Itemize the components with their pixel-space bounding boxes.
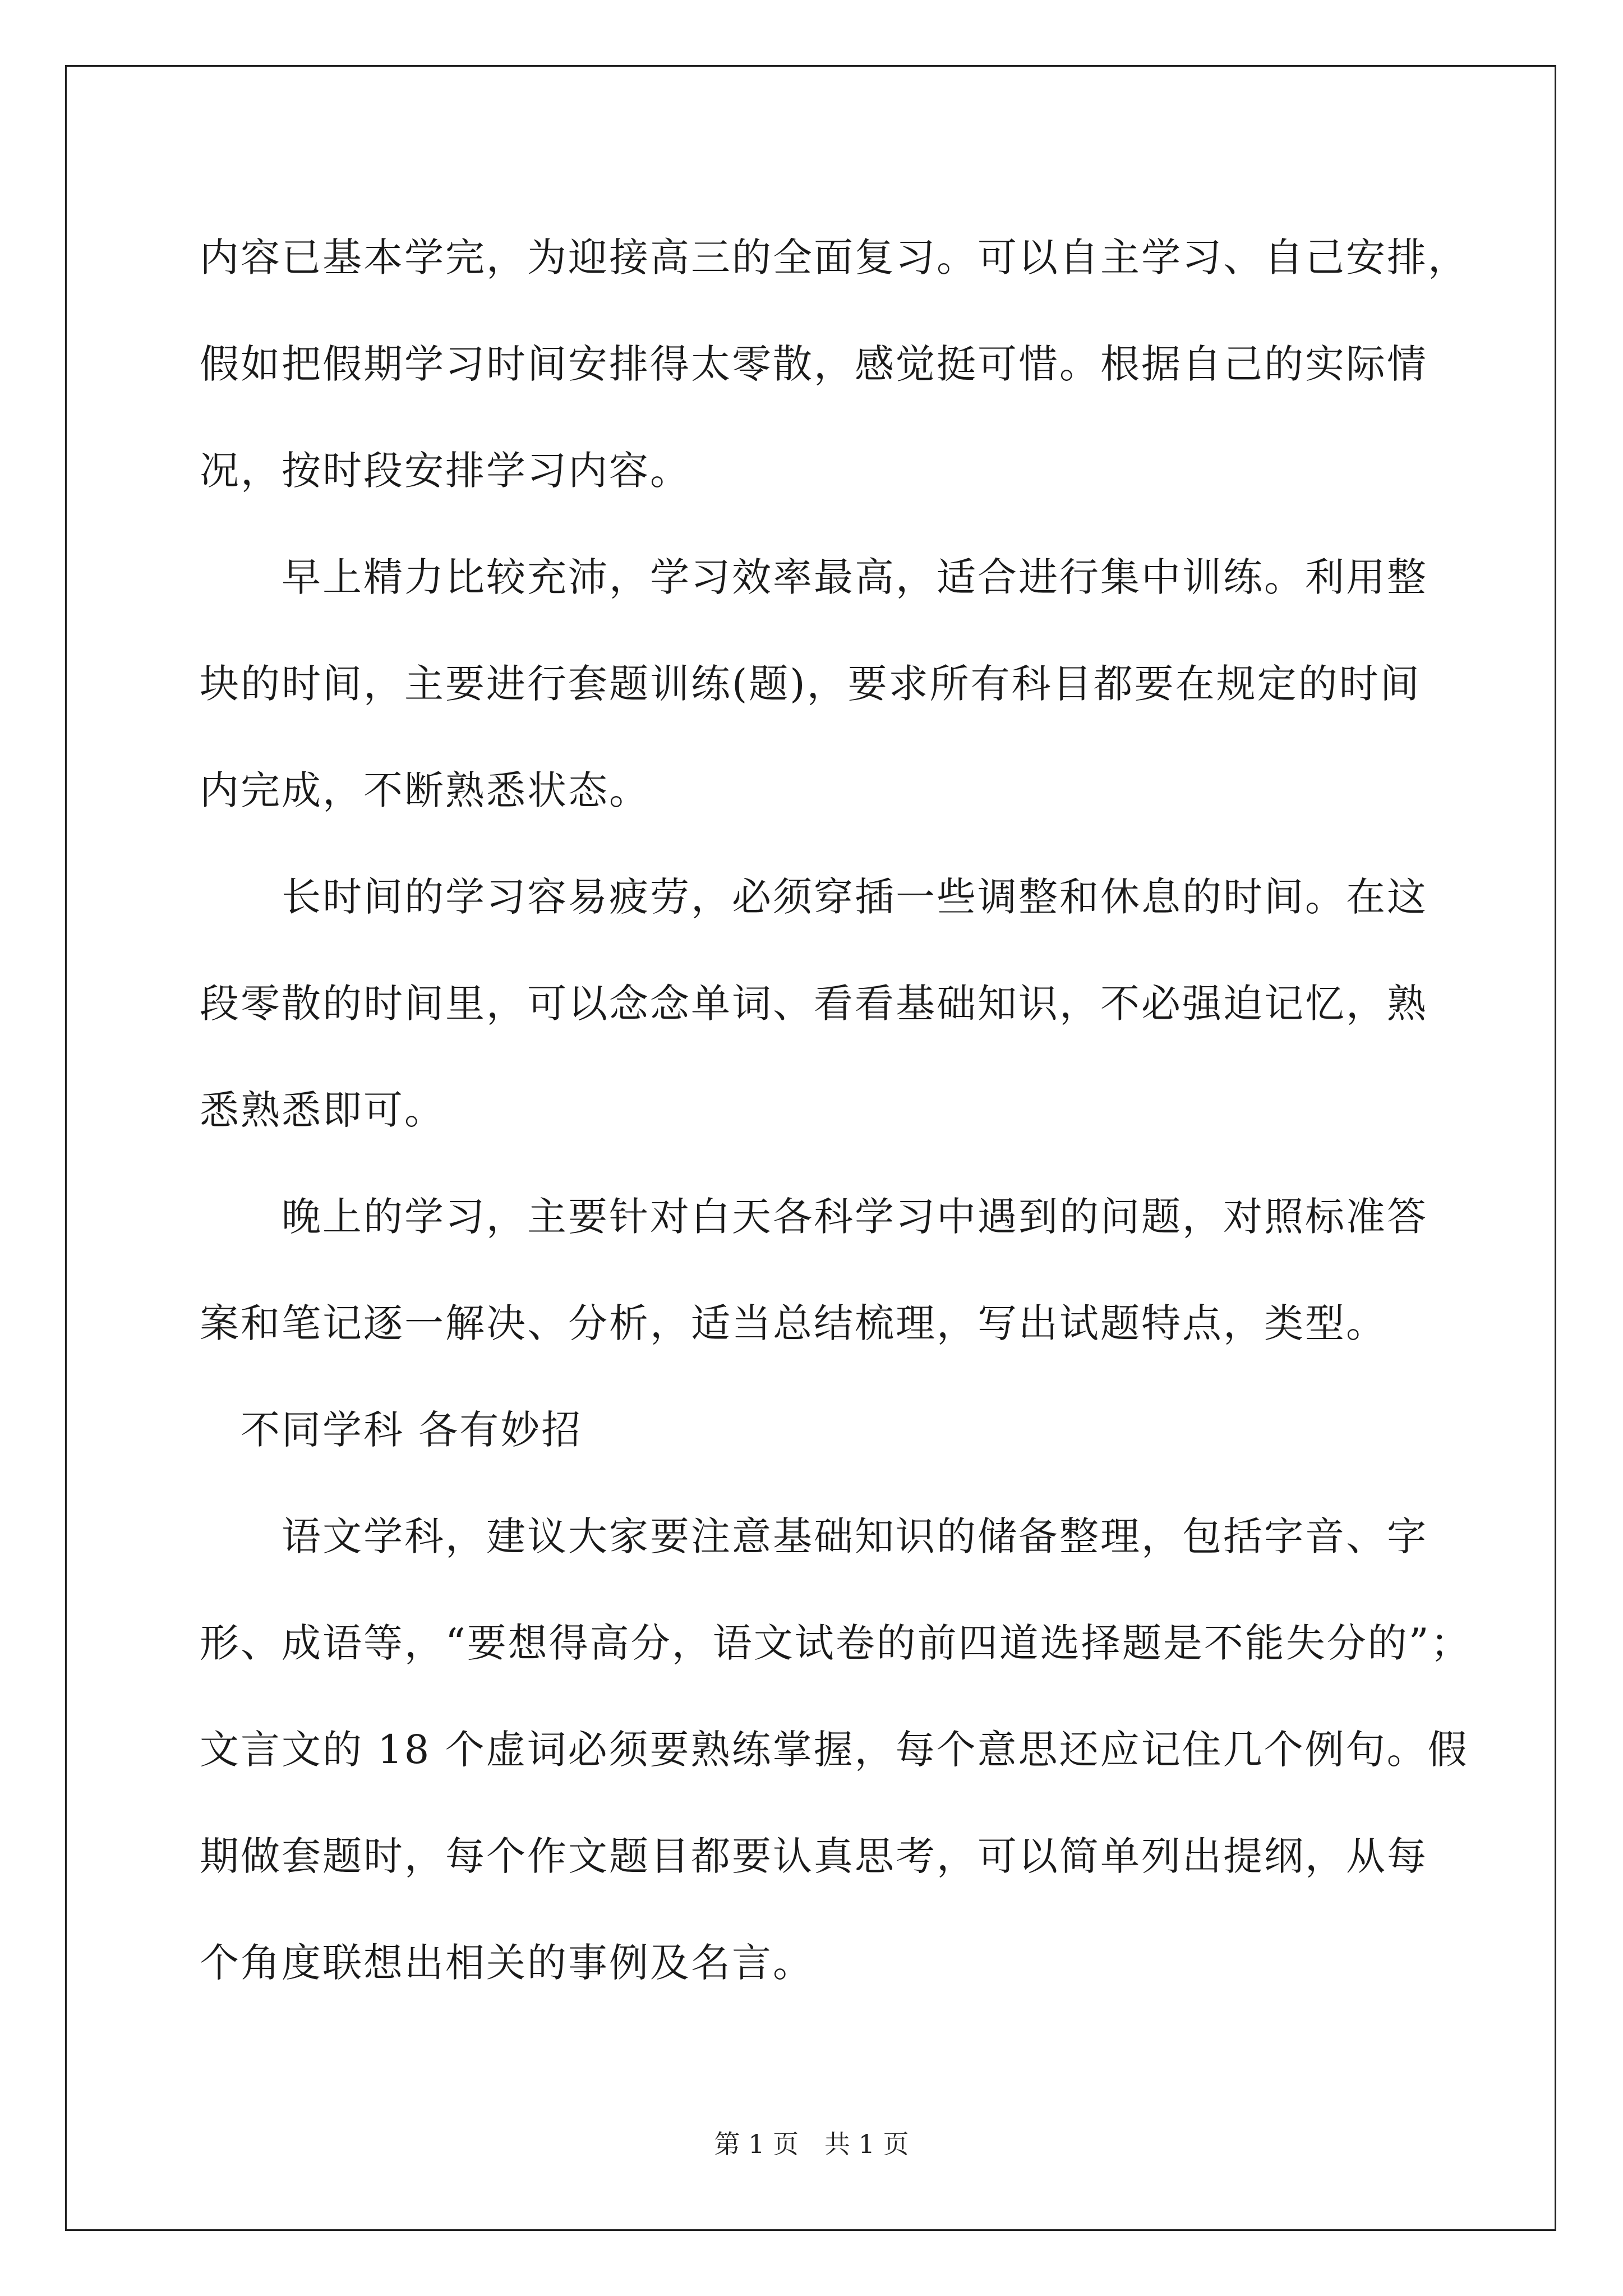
text-line: 语文学科，建议大家要注意基础知识的储备整理，包括字音、字 [282,1513,1428,1559]
text-line: 假如把假期学习时间安排得太零散，感觉挺可惜。根据自己的实际情 [200,341,1428,387]
text-line: 内容已基本学完，为迎接高三的全面复习。可以自主学习、自己安排， [200,234,1469,280]
paragraph [200,1163,1433,1377]
page-number-label: 第 1 页 共 1 页 [714,2129,909,2159]
text-line: 早上精力比较充沛，学习效率最高，适合进行集中训练。利用整 [282,554,1428,600]
section-heading [200,1377,1433,1483]
paragraph [200,1483,1472,2016]
paragraph [200,204,1469,524]
text-line: 案和笔记逐一解决、分析，适当总结梳理，写出试题特点，类型。 [200,1300,1387,1346]
paragraph [200,844,1433,1163]
text-line: 况，按时段安排学习内容。 [200,448,691,494]
text-line: 期做套题时，每个作文题目都要认真思考，可以简单列出提纲，从每 [200,1833,1428,1879]
page-footer [0,2127,1623,2161]
text-line: 段零散的时间里，可以念念单词、看看基础知识，不必强迫记忆，熟 [200,981,1428,1027]
text-line: 个角度联想出相关的事例及名言。 [200,1940,814,1986]
text-line: 块的时间，主要进行套题训练(题)，要求所有科目都要在规定的时间 [200,661,1421,707]
text-line: 悉熟悉即可。 [200,1087,445,1133]
text-line: 晚上的学习，主要针对白天各科学习中遇到的问题，对照标准答 [282,1194,1428,1240]
document-body [200,204,1472,2016]
text-line: 不同学科 各有妙招 [241,1407,583,1453]
text-line: 内完成，不断熟悉状态。 [200,767,650,813]
text-line: 形、成语等，“要想得高分，语文试卷的前四道选择题是不能失分的”； [200,1620,1472,1666]
paragraph [200,524,1433,844]
text-line: 文言文的 18 个虚词必须要熟练掌握，每个意思还应记住几个例句。假 [200,1727,1469,1773]
text-line: 长时间的学习容易疲劳，必须穿插一些调整和休息的时间。在这 [282,874,1428,920]
